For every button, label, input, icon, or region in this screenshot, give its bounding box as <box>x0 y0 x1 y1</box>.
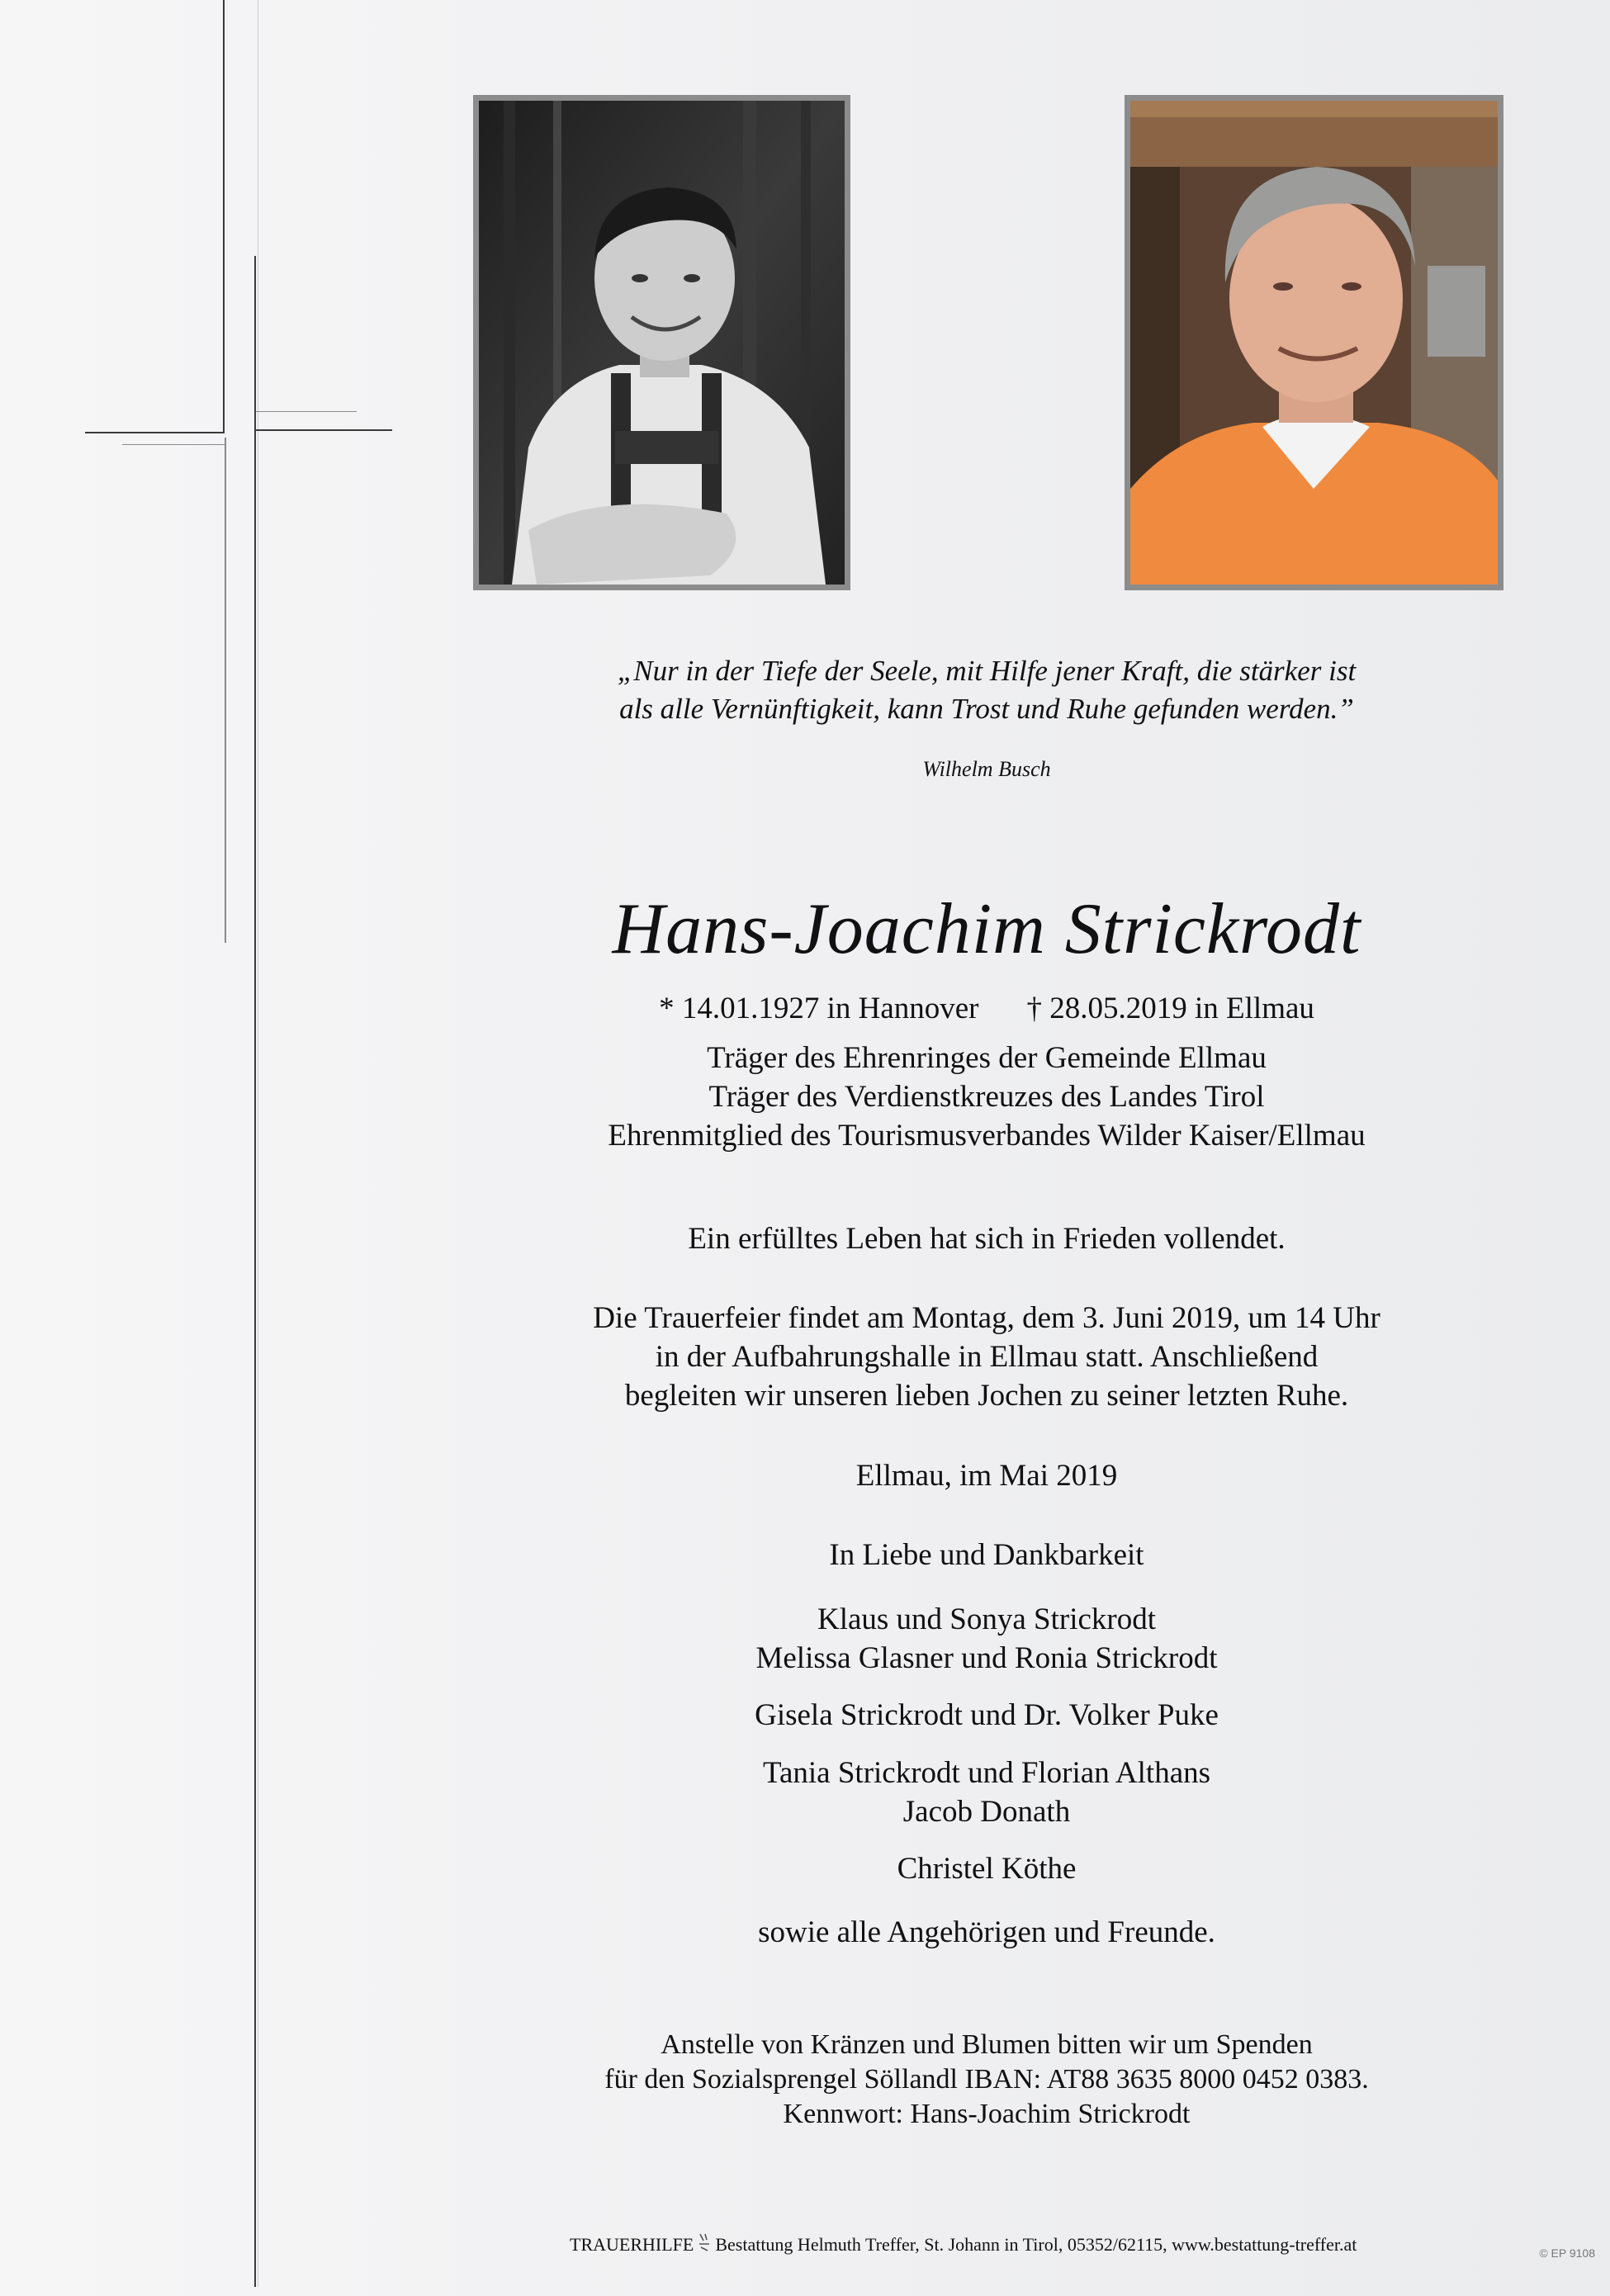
others-text: sowie alle Angehörigen und Freunde. <box>758 1915 1215 1949</box>
quote <box>495 652 1478 728</box>
footer-brand: TRAUERHILFE <box>570 2234 694 2255</box>
life-dates <box>495 991 1478 1026</box>
product-code: © EP 9108 <box>1539 2246 1595 2260</box>
ceremony-text <box>495 1299 1478 1415</box>
childhood-photo <box>473 95 850 590</box>
family-member: Gisela Strickrodt und Dr. Volker Puke <box>755 1698 1219 1732</box>
deceased-name: Hans-Joachim Strickrodt <box>612 889 1361 969</box>
footer-text: Bestattung Helmuth Treffer, St. Johann in Tirol, 05352/62115, www.bestattung-treffer.at <box>715 2234 1357 2255</box>
family-member: Tania Strickrodt und Florian Althans <box>762 1756 1211 1790</box>
donation-line: Anstelle von Kränzen und Blumen bitten wir um Spenden <box>661 2029 1313 2060</box>
family-member: Christel Köthe <box>897 1852 1077 1886</box>
honors-list <box>495 1039 1478 1155</box>
quote-line-1: „Nur in der Tiefe der Seele, mit Hilfe jener Kraft, die stärker ist <box>617 655 1357 687</box>
footer <box>570 2232 1357 2256</box>
birth-date: * 14.01.1927 in Hannover <box>659 992 979 1025</box>
ceremony-line: in der Aufbahrungshalle in Ellmau statt. Anschließend <box>655 1340 1319 1374</box>
family-group <box>495 1754 1478 1831</box>
ceremony-line: Die Trauerfeier findet am Montag, dem 3. Juni 2019, um 14 Uhr <box>593 1301 1380 1335</box>
death-date: † 28.05.2019 in Ellmau <box>1026 992 1314 1025</box>
family-member: Melissa Glasner und Ronia Strickrodt <box>755 1641 1218 1675</box>
elderly-photo <box>1125 95 1503 590</box>
family-group <box>495 1600 1478 1678</box>
family-member: Jacob Donath <box>902 1795 1071 1829</box>
donation-line: für den Sozialsprengel Söllandl IBAN: AT88 3635 8000 0452 0383. <box>604 2064 1369 2095</box>
family-member: Klaus und Sonya Strickrodt <box>817 1602 1157 1636</box>
childhood-portrait-photo-icon <box>479 101 845 585</box>
quote-author: Wilhelm Busch <box>922 757 1051 781</box>
elderly-portrait-photo-icon <box>1130 101 1498 585</box>
family-group <box>495 1849 1478 1888</box>
family-group <box>495 1696 1478 1735</box>
closing-text: In Liebe und Dankbarkeit <box>829 1538 1144 1572</box>
quote-line-2: als alle Vernünftigkeit, kann Trost und Ruhe gefunden werden.” <box>619 693 1354 725</box>
honor-item: Träger des Ehrenringes der Gemeinde Ellmau <box>707 1041 1267 1075</box>
trauerhilfe-logo-icon <box>697 2232 712 2254</box>
donation-line: Kennwort: Hans-Joachim Strickrodt <box>783 2099 1191 2129</box>
place-date: Ellmau, im Mai 2019 <box>855 1459 1118 1493</box>
ceremony-line: begleiten wir unseren lieben Jochen zu seiner letzten Ruhe. <box>624 1379 1349 1413</box>
honor-item: Träger des Verdienstkreuzes des Landes Tirol <box>708 1080 1265 1114</box>
honor-item: Ehrenmitglied des Tourismusverbandes Wilder Kaiser/Ellmau <box>608 1119 1366 1153</box>
donation-text <box>495 2028 1478 2132</box>
statement: Ein erfülltes Leben hat sich in Frieden vollendet. <box>688 1222 1286 1256</box>
